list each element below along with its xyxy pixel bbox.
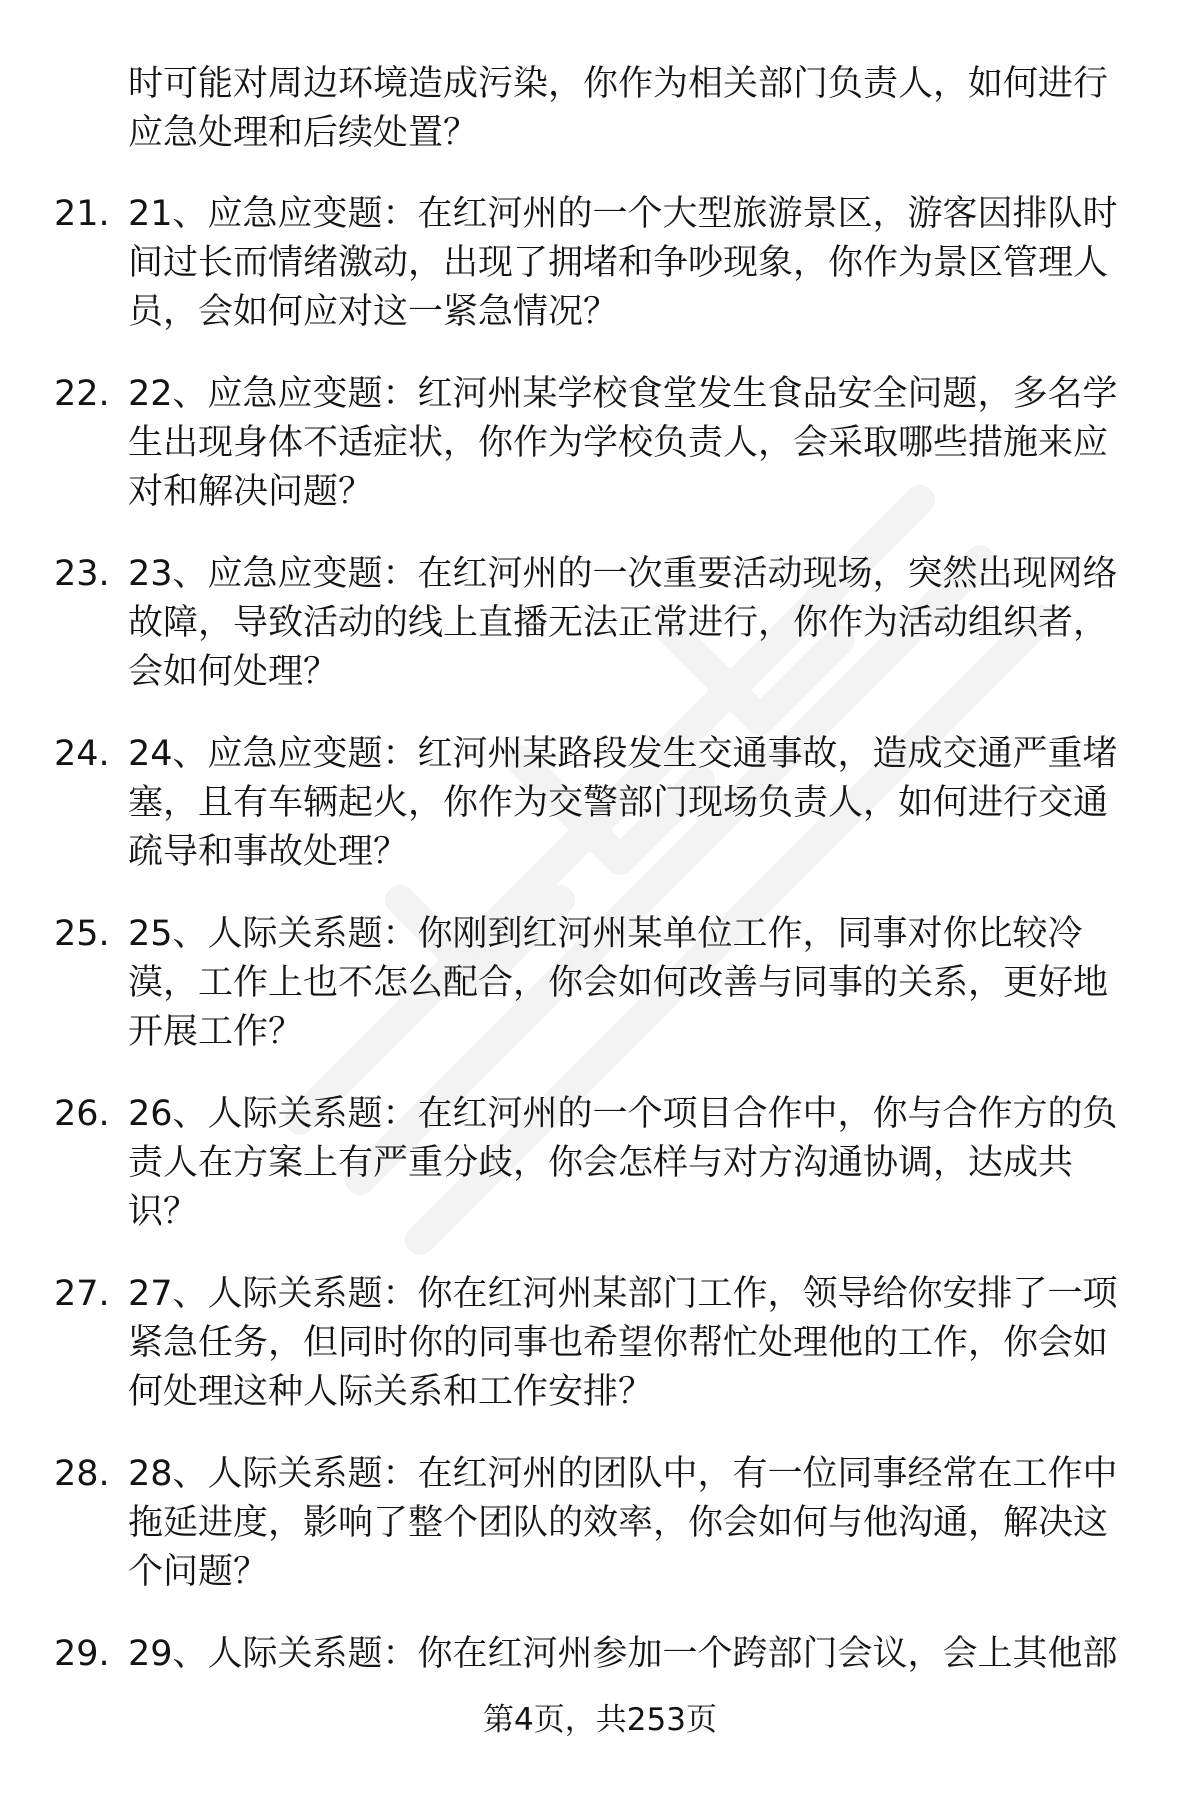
question-number: 23. bbox=[54, 554, 110, 594]
question-text: 28、人际关系题：在红河州的团队中，有一位同事经常在工作中拖延进度，影响了整个团队的效率，你会如何与他沟通，解决这个问题？ bbox=[128, 1454, 1118, 1592]
question-list bbox=[0, 190, 1200, 1810]
question-number: 29. bbox=[54, 1634, 110, 1674]
question-number: 21. bbox=[54, 194, 110, 234]
question-number: 27. bbox=[54, 1274, 110, 1314]
question-number: 25. bbox=[54, 914, 110, 954]
list-item bbox=[0, 370, 1200, 550]
list-item bbox=[0, 550, 1200, 730]
question-number: 26. bbox=[54, 1094, 110, 1134]
list-item bbox=[0, 730, 1200, 910]
list-item bbox=[0, 910, 1200, 1090]
question-number: 24. bbox=[54, 734, 110, 774]
list-item bbox=[0, 1090, 1200, 1270]
question-text: 22、应急应变题：红河州某学校食堂发生食品安全问题，多名学生出现身体不适症状，你作为学校负责人，会采取哪些措施来应对和解决问题？ bbox=[128, 374, 1118, 512]
page-number-footer: 第4页，共253页 bbox=[483, 1702, 717, 1738]
question-number: 22. bbox=[54, 374, 110, 414]
question-number: 28. bbox=[54, 1454, 110, 1494]
list-item bbox=[0, 190, 1200, 370]
question-text: 25、人际关系题：你刚到红河州某单位工作，同事对你比较冷漠，工作上也不怎么配合，你会如何改善与同事的关系，更好地开展工作？ bbox=[128, 914, 1109, 1052]
question-text: 23、应急应变题：在红河州的一次重要活动现场，突然出现网络故障，导致活动的线上直播无法正常进行，你作为活动组织者，会如何处理？ bbox=[128, 554, 1118, 692]
question-text: 21、应急应变题：在红河州的一个大型旅游景区，游客因排队时间过长而情绪激动，出现了拥堵和争吵现象，你作为景区管理人员，会如何应对这一紧急情况？ bbox=[128, 194, 1118, 332]
question-text: 29、人际关系题：你在红河州参加一个跨部门会议，会上其他部 bbox=[128, 1634, 1118, 1674]
list-item bbox=[0, 1270, 1200, 1450]
question-text: 24、应急应变题：红河州某路段发生交通事故，造成交通严重堵塞，且有车辆起火，你作为交警部门现场负责人，如何进行交通疏导和事故处理？ bbox=[128, 734, 1118, 872]
question-text: 26、人际关系题：在红河州的一个项目合作中，你与合作方的负责人在方案上有严重分歧，你会怎样与对方沟通协调，达成共识？ bbox=[128, 1094, 1118, 1232]
question-text: 27、人际关系题：你在红河州某部门工作，领导给你安排了一项紧急任务，但同时你的同事也希望你帮忙处理他的工作，你会如何处理这种人际关系和工作安排？ bbox=[128, 1274, 1118, 1412]
list-item bbox=[0, 1450, 1200, 1630]
intro-continuation-text: 时可能对周边环境造成污染，你作为相关部门负责人，如何进行应急处理和后续处置？ bbox=[128, 64, 1109, 153]
